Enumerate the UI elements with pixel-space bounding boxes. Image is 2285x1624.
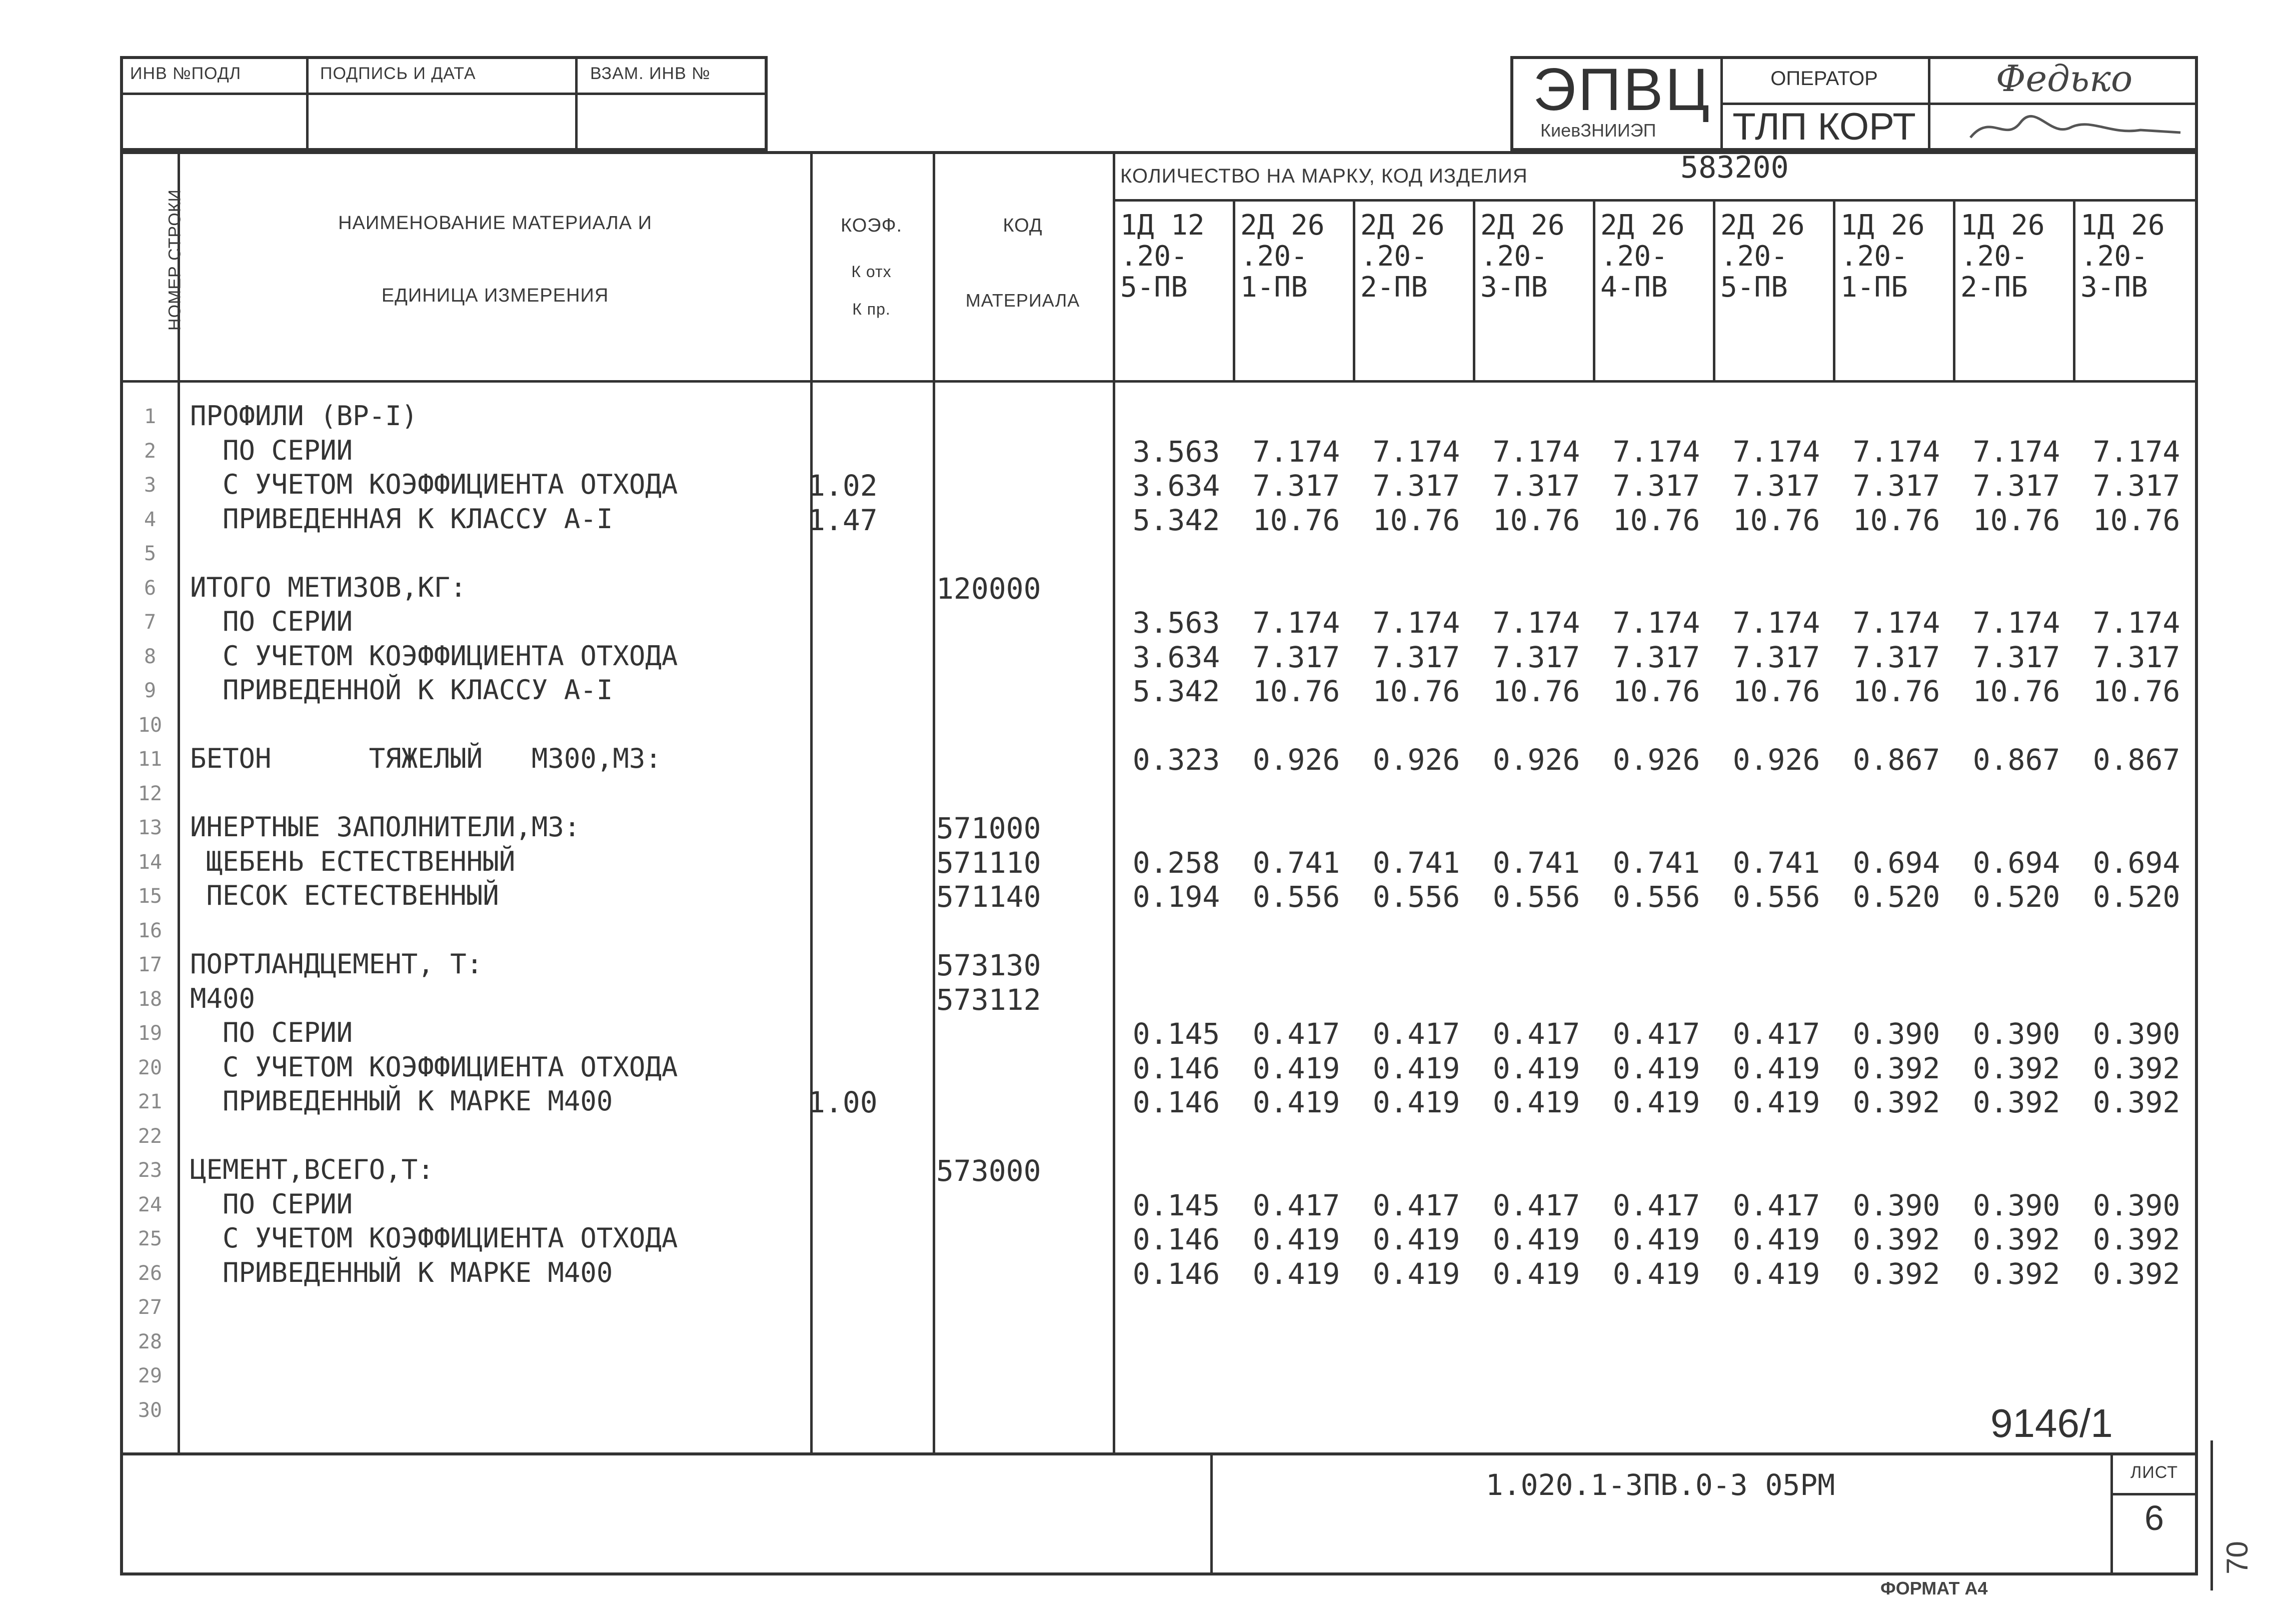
quantity-cell: 7.174 bbox=[1612, 434, 1700, 469]
row-number: 17 bbox=[138, 953, 163, 976]
quantity-cell: 0.146 bbox=[1132, 1256, 1220, 1291]
quantity-cell: 0.390 bbox=[2092, 1188, 2180, 1222]
material-code: 571000 bbox=[936, 811, 1041, 845]
quantity-cell: 0.926 bbox=[1612, 743, 1700, 777]
quantity-cell: 0.419 bbox=[1732, 1085, 1820, 1119]
quantity-cell: 7.317 bbox=[1972, 469, 2060, 503]
coef-header-line2: К отх bbox=[851, 263, 892, 281]
quantity-cell: 0.926 bbox=[1732, 743, 1820, 777]
quantity-cell: 7.317 bbox=[2092, 469, 2180, 503]
quantity-cell: 0.741 bbox=[1252, 845, 1340, 880]
product-column-line: 1-ПБ bbox=[1840, 271, 1908, 304]
operator-signature: Федько bbox=[1995, 58, 2133, 100]
product-column-line: 4-ПВ bbox=[1600, 271, 1668, 304]
quantity-cell: 7.174 bbox=[1372, 434, 1460, 469]
stamp-cell-replaced: ВЗАМ. ИНВ № bbox=[590, 64, 711, 83]
quantity-cell: 0.392 bbox=[1852, 1222, 1940, 1256]
quantity-cell: 0.417 bbox=[1612, 1017, 1700, 1051]
quantity-cell: 0.419 bbox=[1252, 1051, 1340, 1085]
product-column-header bbox=[1720, 210, 1805, 303]
material-name: ИНЕРТНЫЕ ЗАПОЛНИТЕЛИ,М3: bbox=[190, 811, 581, 843]
quantity-cell: 3.563 bbox=[1132, 434, 1220, 469]
quantity-cell: 0.419 bbox=[1372, 1222, 1460, 1256]
quantity-cell: 7.174 bbox=[1252, 606, 1340, 640]
quantity-cell: 10.76 bbox=[2092, 674, 2180, 708]
quantity-cell: 0.867 bbox=[2092, 743, 2180, 777]
quantity-cell: 7.317 bbox=[1852, 640, 1940, 674]
quantity-cell: 0.419 bbox=[1492, 1051, 1580, 1085]
quantity-cell: 0.520 bbox=[2092, 880, 2180, 914]
quantity-cell: 0.392 bbox=[1972, 1222, 2060, 1256]
quantity-cell: 0.556 bbox=[1732, 880, 1820, 914]
quantity-cell: 0.145 bbox=[1132, 1017, 1220, 1051]
quantity-cell: 0.392 bbox=[1972, 1051, 2060, 1085]
handwritten-signature bbox=[1950, 108, 2185, 148]
code-header-line2: МАТЕРИАЛА bbox=[965, 290, 1080, 311]
material-code: 573112 bbox=[936, 982, 1041, 1017]
operator-label: ОПЕРАТОР bbox=[1770, 68, 1878, 90]
material-header-line2: ЕДИНИЦА ИЗМЕРЕНИЯ bbox=[381, 285, 609, 306]
stamp-cell-inv: ИНВ №ПОДЛ bbox=[130, 64, 242, 83]
material-name: ИТОГО МЕТИЗОВ,КГ: bbox=[190, 571, 467, 603]
row-number: 10 bbox=[138, 713, 163, 737]
row-number: 15 bbox=[138, 885, 163, 908]
product-column-line: 1Д 12 bbox=[1120, 209, 1205, 242]
quantity-cell: 0.926 bbox=[1492, 743, 1580, 777]
quantity-cell: 0.867 bbox=[1852, 743, 1940, 777]
row-number: 23 bbox=[138, 1159, 163, 1182]
material-name: ПО СЕРИИ bbox=[190, 606, 353, 637]
org-subtitle: КиевЗНИИЭП bbox=[1540, 120, 1656, 141]
quantity-cell: 7.174 bbox=[1372, 606, 1460, 640]
quantity-cell: 0.741 bbox=[1732, 845, 1820, 880]
quantity-cell: 7.317 bbox=[1372, 640, 1460, 674]
quantity-cell: 0.392 bbox=[1972, 1256, 2060, 1291]
material-code: 120000 bbox=[936, 571, 1041, 606]
quantity-cell: 10.76 bbox=[1852, 674, 1940, 708]
row-number: 14 bbox=[138, 850, 163, 874]
product-column-line: 1Д 26 bbox=[1840, 209, 1925, 242]
quantity-cell: 10.76 bbox=[2092, 503, 2180, 537]
quantity-cell: 0.556 bbox=[1252, 880, 1340, 914]
row-number: 6 bbox=[144, 576, 157, 600]
product-column-line: 1-ПВ bbox=[1240, 271, 1308, 304]
quantity-cell: 7.317 bbox=[1732, 640, 1820, 674]
product-column-line: .20- bbox=[1360, 240, 1428, 273]
material-code: 573000 bbox=[936, 1154, 1041, 1188]
quantity-cell: 0.392 bbox=[1852, 1256, 1940, 1291]
quantity-cell: 0.556 bbox=[1612, 880, 1700, 914]
quantity-cell: 0.520 bbox=[1852, 880, 1940, 914]
quantity-cell: 0.419 bbox=[1732, 1051, 1820, 1085]
row-number: 4 bbox=[144, 508, 157, 531]
archive-number: 9146/1 bbox=[1990, 1401, 2113, 1445]
quantity-cell: 3.634 bbox=[1132, 640, 1220, 674]
quantity-cell: 7.317 bbox=[1492, 469, 1580, 503]
quantity-cell: 7.317 bbox=[1612, 469, 1700, 503]
quantity-cell: 0.392 bbox=[2092, 1222, 2180, 1256]
row-number: 20 bbox=[138, 1056, 163, 1079]
quantity-cell: 10.76 bbox=[1492, 503, 1580, 537]
product-column-line: .20- bbox=[1840, 240, 1908, 273]
quantity-cell: 0.694 bbox=[1972, 845, 2060, 880]
quantity-cell: 0.419 bbox=[1732, 1256, 1820, 1291]
quantity-cell: 7.174 bbox=[1852, 434, 1940, 469]
quantity-cell: 0.556 bbox=[1492, 880, 1580, 914]
product-code: 583200 bbox=[1680, 150, 1789, 185]
material-code: 571110 bbox=[936, 845, 1041, 880]
material-name: ПРИВЕДЕННАЯ К КЛАССУ А-I bbox=[190, 503, 613, 535]
material-name: С УЧЕТОМ КОЭФФИЦИЕНТА ОТХОДА bbox=[190, 1222, 678, 1254]
product-column-header bbox=[1120, 210, 1205, 303]
product-column-line: .20- bbox=[1960, 240, 2028, 273]
material-code: 571140 bbox=[936, 880, 1041, 914]
row-number: 22 bbox=[138, 1124, 163, 1148]
quantity-cell: 10.76 bbox=[1252, 503, 1340, 537]
quantity-cell: 0.419 bbox=[1252, 1222, 1340, 1256]
quantity-cell: 0.258 bbox=[1132, 845, 1220, 880]
row-number: 19 bbox=[138, 1022, 163, 1045]
material-name: ЦЕМЕНТ,ВСЕГО,Т: bbox=[190, 1154, 434, 1185]
row-number: 7 bbox=[144, 611, 157, 634]
coef-header-line1: КОЭФ. bbox=[840, 215, 903, 236]
material-name: ПРИВЕДЕННЫЙ К МАРКЕ М400 bbox=[190, 1085, 613, 1117]
material-name: ПРИВЕДЕННОЙ К КЛАССУ А-I bbox=[190, 674, 613, 706]
quantity-cell: 0.392 bbox=[2092, 1256, 2180, 1291]
quantity-cell: 0.419 bbox=[1732, 1222, 1820, 1256]
product-column-line: .20- bbox=[1240, 240, 1308, 273]
quantity-cell: 0.417 bbox=[1252, 1188, 1340, 1222]
product-column-header bbox=[1960, 210, 2045, 303]
product-column-header bbox=[1480, 210, 1565, 303]
row-number: 21 bbox=[138, 1090, 163, 1113]
quantity-cell: 0.392 bbox=[2092, 1085, 2180, 1119]
material-header-line1: НАИМЕНОВАНИЕ МАТЕРИАЛА И bbox=[338, 213, 652, 234]
quantity-cell: 0.419 bbox=[1372, 1051, 1460, 1085]
quantity-cell: 0.417 bbox=[1492, 1017, 1580, 1051]
material-name: ПРИВЕДЕННЫЙ К МАРКЕ М400 bbox=[190, 1256, 613, 1288]
material-name: С УЧЕТОМ КОЭФФИЦИЕНТА ОТХОДА bbox=[190, 469, 678, 500]
quantity-cell: 0.419 bbox=[1612, 1085, 1700, 1119]
quantity-cell: 7.317 bbox=[2092, 640, 2180, 674]
product-column-line: 2Д 26 bbox=[1360, 209, 1445, 242]
quantity-cell: 0.392 bbox=[1852, 1085, 1940, 1119]
row-number: 2 bbox=[144, 439, 157, 463]
material-name: С УЧЕТОМ КОЭФФИЦИЕНТА ОТХОДА bbox=[190, 1051, 678, 1083]
quantity-cell: 0.145 bbox=[1132, 1188, 1220, 1222]
material-name: ПОРТЛАНДЦЕМЕНТ, Т: bbox=[190, 948, 483, 980]
product-column-line: .20- bbox=[1120, 240, 1188, 273]
quantity-cell: 7.174 bbox=[2092, 606, 2180, 640]
quantity-cell: 3.634 bbox=[1132, 469, 1220, 503]
quantity-cell: 7.317 bbox=[1492, 640, 1580, 674]
quantity-cell: 10.76 bbox=[1372, 674, 1460, 708]
quantity-cell: 7.317 bbox=[1732, 469, 1820, 503]
material-name: БЕТОН ТЯЖЕЛЫЙ М300,М3: bbox=[190, 743, 662, 774]
material-name: С УЧЕТОМ КОЭФФИЦИЕНТА ОТХОДА bbox=[190, 640, 678, 672]
row-number: 13 bbox=[138, 816, 163, 839]
row-number: 26 bbox=[138, 1261, 163, 1285]
quantity-cell: 10.76 bbox=[1732, 674, 1820, 708]
quantity-cell: 7.317 bbox=[1372, 469, 1460, 503]
quantity-cell: 0.390 bbox=[2092, 1017, 2180, 1051]
coefficient: 1.02 bbox=[808, 469, 878, 503]
quantity-cell: 0.417 bbox=[1372, 1188, 1460, 1222]
quantity-cell: 0.556 bbox=[1372, 880, 1460, 914]
quantity-header: КОЛИЧЕСТВО НА МАРКУ, КОД ИЗДЕЛИЯ bbox=[1120, 165, 1528, 187]
row-number: 30 bbox=[138, 1398, 163, 1422]
quantity-cell: 0.419 bbox=[1372, 1256, 1460, 1291]
row-number: 28 bbox=[138, 1330, 163, 1353]
coef-header-line3: К пр. bbox=[852, 300, 891, 318]
quantity-cell: 0.419 bbox=[1612, 1222, 1700, 1256]
quantity-cell: 0.390 bbox=[1972, 1188, 2060, 1222]
quantity-cell: 7.317 bbox=[1852, 469, 1940, 503]
quantity-cell: 5.342 bbox=[1132, 503, 1220, 537]
quantity-cell: 0.417 bbox=[1732, 1188, 1820, 1222]
row-number: 9 bbox=[144, 679, 157, 702]
quantity-cell: 0.926 bbox=[1372, 743, 1460, 777]
material-name: М400 bbox=[190, 982, 256, 1014]
quantity-cell: 0.419 bbox=[1252, 1085, 1340, 1119]
product-column-line: .20- bbox=[2080, 240, 2148, 273]
quantity-cell: 7.174 bbox=[1732, 434, 1820, 469]
quantity-cell: 0.417 bbox=[1372, 1017, 1460, 1051]
stamp-cell-signature: ПОДПИСЬ И ДАТА bbox=[320, 64, 476, 83]
product-column-line: 5-ПВ bbox=[1120, 271, 1188, 304]
row-number: 18 bbox=[138, 987, 163, 1011]
quantity-cell: 10.76 bbox=[1372, 503, 1460, 537]
quantity-cell: 0.419 bbox=[1612, 1256, 1700, 1291]
material-name: ПЕСОК ЕСТЕСТВЕННЫЙ bbox=[190, 880, 499, 911]
product-column-header bbox=[1840, 210, 1925, 303]
format-label: ФОРМАТ А4 bbox=[1880, 1578, 1988, 1598]
quantity-cell: 0.194 bbox=[1132, 880, 1220, 914]
quantity-cell: 7.317 bbox=[1252, 469, 1340, 503]
quantity-cell: 0.419 bbox=[1492, 1256, 1580, 1291]
row-number: 12 bbox=[138, 782, 163, 805]
material-code: 573130 bbox=[936, 948, 1041, 982]
product-column-line: 2Д 26 bbox=[1240, 209, 1325, 242]
quantity-cell: 0.146 bbox=[1132, 1085, 1220, 1119]
product-column-line: 5-ПВ bbox=[1720, 271, 1788, 304]
quantity-cell: 10.76 bbox=[1732, 503, 1820, 537]
quantity-cell: 0.392 bbox=[1852, 1051, 1940, 1085]
quantity-cell: 7.174 bbox=[1492, 606, 1580, 640]
product-column-line: .20- bbox=[1480, 240, 1548, 273]
material-name: ПРОФИЛИ (ВР-I) bbox=[190, 400, 418, 432]
quantity-cell: 0.867 bbox=[1972, 743, 2060, 777]
product-column-line: 2Д 26 bbox=[1480, 209, 1565, 242]
quantity-cell: 7.174 bbox=[1492, 434, 1580, 469]
quantity-cell: 5.342 bbox=[1132, 674, 1220, 708]
quantity-cell: 0.741 bbox=[1612, 845, 1700, 880]
material-name: ПО СЕРИИ bbox=[190, 1188, 353, 1220]
quantity-cell: 0.146 bbox=[1132, 1051, 1220, 1085]
quantity-cell: 3.563 bbox=[1132, 606, 1220, 640]
row-number: 5 bbox=[144, 542, 157, 565]
product-column-header bbox=[2080, 210, 2165, 303]
quantity-cell: 7.317 bbox=[1252, 640, 1340, 674]
quantity-cell: 0.419 bbox=[1252, 1256, 1340, 1291]
product-column-line: 1Д 26 bbox=[2080, 209, 2165, 242]
product-column-line: .20- bbox=[1600, 240, 1668, 273]
quantity-cell: 0.392 bbox=[1972, 1085, 2060, 1119]
quantity-cell: 0.390 bbox=[1852, 1017, 1940, 1051]
quantity-cell: 0.390 bbox=[1852, 1188, 1940, 1222]
quantity-cell: 0.741 bbox=[1372, 845, 1460, 880]
row-number: 16 bbox=[138, 919, 163, 942]
quantity-cell: 0.417 bbox=[1492, 1188, 1580, 1222]
quantity-cell: 10.76 bbox=[1612, 503, 1700, 537]
quantity-cell: 0.520 bbox=[1972, 880, 2060, 914]
quantity-cell: 10.76 bbox=[1972, 503, 2060, 537]
material-name: ЩЕБЕНЬ ЕСТЕСТВЕННЫЙ bbox=[190, 845, 516, 877]
page-mark: 70 bbox=[2220, 1541, 2254, 1574]
coefficient: 1.00 bbox=[808, 1085, 878, 1119]
product-column-header bbox=[1360, 210, 1445, 303]
row-number: 1 bbox=[144, 405, 157, 428]
quantity-cell: 0.419 bbox=[1372, 1085, 1460, 1119]
row-number: 3 bbox=[144, 474, 157, 497]
quantity-cell: 10.76 bbox=[1972, 674, 2060, 708]
quantity-cell: 7.174 bbox=[1612, 606, 1700, 640]
quantity-cell: 0.419 bbox=[1492, 1222, 1580, 1256]
row-number: 24 bbox=[138, 1193, 163, 1216]
quantity-cell: 7.317 bbox=[1972, 640, 2060, 674]
quantity-cell: 7.174 bbox=[1252, 434, 1340, 469]
product-column-header bbox=[1240, 210, 1325, 303]
quantity-cell: 0.741 bbox=[1492, 845, 1580, 880]
row-number: 8 bbox=[144, 645, 157, 668]
row-number: 25 bbox=[138, 1227, 163, 1250]
quantity-cell: 7.174 bbox=[1972, 434, 2060, 469]
quantity-cell: 0.417 bbox=[1732, 1017, 1820, 1051]
quantity-cell: 10.76 bbox=[1852, 503, 1940, 537]
quantity-cell: 0.146 bbox=[1132, 1222, 1220, 1256]
quantity-cell: 0.419 bbox=[1612, 1051, 1700, 1085]
document-code: 1.020.1-3ПВ.0-3 05РМ bbox=[1485, 1468, 1835, 1502]
quantity-cell: 0.694 bbox=[2092, 845, 2180, 880]
quantity-cell: 7.174 bbox=[1852, 606, 1940, 640]
quantity-cell: 0.390 bbox=[1972, 1017, 2060, 1051]
product-column-line: 2-ПВ bbox=[1360, 271, 1428, 304]
coefficient: 1.47 bbox=[808, 503, 878, 537]
quantity-cell: 7.174 bbox=[1972, 606, 2060, 640]
material-name: ПО СЕРИИ bbox=[190, 1017, 353, 1048]
product-column-header bbox=[1600, 210, 1685, 303]
quantity-cell: 0.323 bbox=[1132, 743, 1220, 777]
quantity-cell: 10.76 bbox=[1492, 674, 1580, 708]
sheet-number: 6 bbox=[2144, 1498, 2164, 1537]
material-name: ПО СЕРИИ bbox=[190, 434, 353, 466]
product-column-line: 3-ПВ bbox=[2080, 271, 2148, 304]
row-number: 29 bbox=[138, 1364, 163, 1387]
product-column-line: 2-ПБ bbox=[1960, 271, 2028, 304]
row-number: 11 bbox=[138, 748, 163, 771]
sheet-label: ЛИСТ bbox=[2130, 1463, 2178, 1482]
row-number: 27 bbox=[138, 1296, 163, 1319]
quantity-cell: 7.174 bbox=[2092, 434, 2180, 469]
product-column-line: 1Д 26 bbox=[1960, 209, 2045, 242]
quantity-cell: 10.76 bbox=[1252, 674, 1340, 708]
product-column-line: .20- bbox=[1720, 240, 1788, 273]
quantity-cell: 0.926 bbox=[1252, 743, 1340, 777]
quantity-cell: 0.417 bbox=[1252, 1017, 1340, 1051]
quantity-cell: 0.694 bbox=[1852, 845, 1940, 880]
quantity-cell: 7.317 bbox=[1612, 640, 1700, 674]
system-name: ТЛП КОРТ bbox=[1732, 106, 1916, 148]
product-column-line: 3-ПВ bbox=[1480, 271, 1548, 304]
product-column-line: 2Д 26 bbox=[1600, 209, 1685, 242]
quantity-cell: 0.417 bbox=[1612, 1188, 1700, 1222]
quantity-cell: 0.419 bbox=[1492, 1085, 1580, 1119]
quantity-cell: 0.392 bbox=[2092, 1051, 2180, 1085]
org-title: ЭПВЦ bbox=[1533, 56, 1712, 123]
row-number-header: НОМЕР СТРОКИ bbox=[165, 189, 185, 331]
product-column-line: 2Д 26 bbox=[1720, 209, 1805, 242]
quantity-cell: 10.76 bbox=[1612, 674, 1700, 708]
code-header-line1: КОД bbox=[1003, 215, 1043, 236]
quantity-cell: 7.174 bbox=[1732, 606, 1820, 640]
